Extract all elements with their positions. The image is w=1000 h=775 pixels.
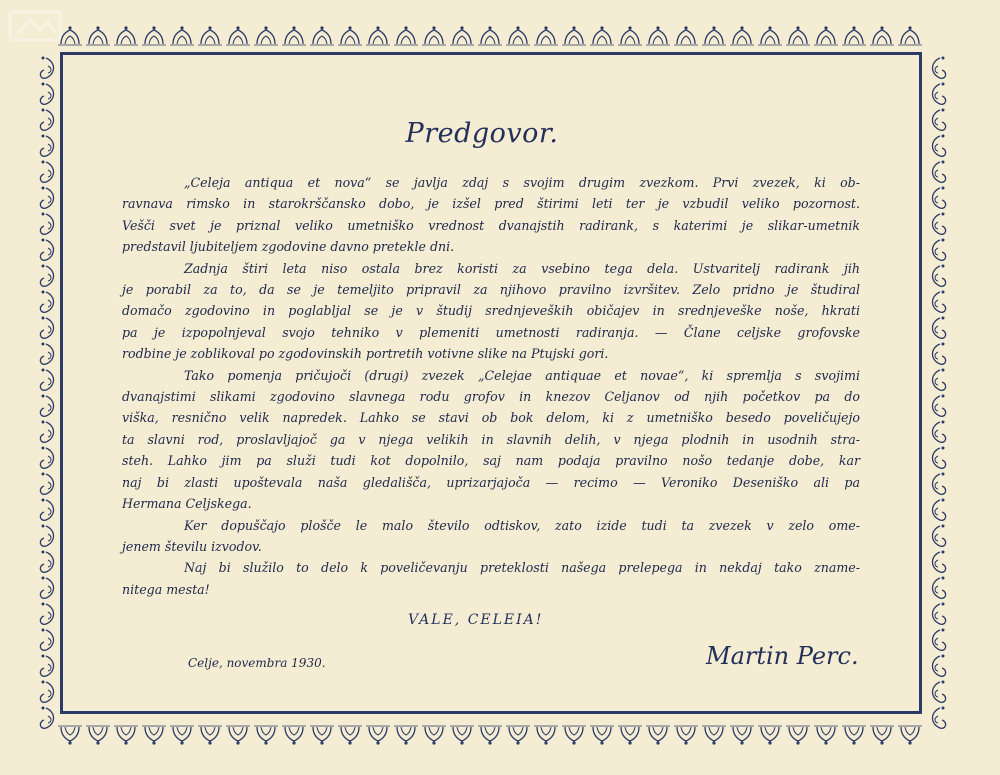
border-ornament — [40, 291, 53, 313]
border-ornament — [933, 473, 946, 495]
border-ornament — [366, 26, 390, 45]
border-ornament — [646, 726, 670, 745]
border-ornament — [758, 726, 782, 745]
border-ornament — [933, 551, 946, 573]
border-ornament — [506, 726, 530, 745]
border-ornament — [898, 726, 922, 745]
border-ornament — [702, 726, 726, 745]
text-line: Zadnja štiri leta niso ostala brez koristi za vsebino tega dela. Ustvaritelj radirank jih — [184, 260, 860, 276]
border-ornament — [814, 26, 838, 45]
border-ornament — [842, 726, 866, 745]
border-ornament — [933, 83, 946, 105]
border-ornament — [478, 26, 502, 45]
border-ornament — [282, 726, 306, 745]
border-ornament — [40, 265, 53, 287]
border-ornament — [933, 57, 946, 79]
border-ornament — [40, 83, 53, 105]
border-ornament — [933, 109, 946, 131]
border-ornament — [338, 726, 362, 745]
border-ornament — [478, 726, 502, 745]
border-ornament — [590, 26, 614, 45]
border-ornament — [646, 26, 670, 45]
border-ornament — [933, 265, 946, 287]
border-ornament — [40, 577, 53, 599]
text-line: viška, resnično velik napredek. Lahko se stavi ob bok delom, ki z umetniško besedo poveličujejo — [122, 410, 860, 426]
border-ornament — [933, 135, 946, 157]
border-ornament — [40, 317, 53, 339]
border-ornament — [58, 726, 82, 745]
border-ornament — [898, 26, 922, 45]
border-ornament — [40, 447, 53, 469]
border-ornament — [786, 726, 810, 745]
border-ornament — [674, 26, 698, 45]
border-ornament — [933, 395, 946, 417]
text-line: pa je izpopolnjeval svojo tehniko v plemeniti umetnosti radiranja. — Člane celjske grofovske — [122, 324, 860, 340]
border-ornament — [114, 26, 138, 45]
border-ornament — [40, 473, 53, 495]
border-ornament — [450, 26, 474, 45]
border-ornament — [226, 26, 250, 45]
border-ornament — [933, 187, 946, 209]
border-ornament — [86, 726, 110, 745]
border-ornament — [40, 109, 53, 131]
preface-body — [122, 172, 860, 600]
border-ornament — [142, 726, 166, 745]
border-ornament — [933, 213, 946, 235]
border-ornament — [933, 239, 946, 261]
border-ornament — [198, 726, 222, 745]
border-ornament — [40, 135, 53, 157]
border-ornament — [394, 726, 418, 745]
border-ornament — [786, 26, 810, 45]
page-title: Predgovor. — [405, 118, 559, 149]
border-ornament — [170, 726, 194, 745]
border-ornament — [534, 726, 558, 745]
text-line: predstavil ljubiteljem zgodovine davno pretekle dni. — [122, 239, 455, 255]
border-ornament — [282, 26, 306, 45]
text-line: Hermana Celjskega. — [122, 496, 252, 512]
border-ornament — [170, 26, 194, 45]
border-ornament — [933, 655, 946, 677]
border-ornament — [702, 26, 726, 45]
border-ornament — [933, 447, 946, 469]
border-ornament — [394, 26, 418, 45]
border-ornament — [40, 421, 53, 443]
border-ornament — [870, 26, 894, 45]
border-ornament — [40, 239, 53, 261]
border-ornament — [142, 26, 166, 45]
border-ornament — [254, 726, 278, 745]
border-ornament — [422, 26, 446, 45]
border-ornament — [933, 577, 946, 599]
border-ornament — [730, 726, 754, 745]
text-line: nitega mesta! — [122, 581, 210, 597]
author-signature: Martin Perc. — [706, 642, 859, 670]
border-ornament — [40, 551, 53, 573]
border-ornament — [933, 343, 946, 365]
border-ornament — [40, 57, 53, 79]
border-ornament — [730, 26, 754, 45]
text-line: steh. Lahko jim pa služi tudi kot dopolnilo, saj nam podaja pravilno nošo tedanje dobe, kar — [122, 453, 860, 469]
border-ornament — [933, 421, 946, 443]
border-ornament — [590, 726, 614, 745]
border-ornament — [618, 726, 642, 745]
text-line: naj bi zlasti upoštevala naša gledališča, uprizarjajoča — recimo — Veroniko Deseniško ali pa — [122, 474, 860, 490]
border-ornament — [758, 26, 782, 45]
text-line: Vešči svet je priznal veliko umetniško vrednost dvanajstih radirank, s katerimi je slikar-umetnik — [122, 217, 860, 233]
border-ornament — [40, 213, 53, 235]
border-ornament — [40, 655, 53, 677]
border-ornament — [618, 26, 642, 45]
border-ornament — [674, 726, 698, 745]
closing-salutation: VALE, CELEIA! — [408, 612, 544, 628]
border-ornament — [842, 26, 866, 45]
place-date: Celje, novembra 1930. — [188, 656, 326, 670]
border-ornament — [366, 726, 390, 745]
border-ornament — [933, 161, 946, 183]
border-ornament — [40, 629, 53, 651]
border-ornament — [226, 726, 250, 745]
border-ornament — [40, 603, 53, 625]
border-ornament — [933, 499, 946, 521]
text-line: „Celeja antiqua et nova“ se javlja zdaj s svojim drugim zvezkom. Prvi zvezek, ki ob- — [184, 175, 860, 190]
border-ornament — [40, 681, 53, 703]
document-content — [122, 108, 862, 698]
border-ornament — [506, 26, 530, 45]
border-ornament — [40, 161, 53, 183]
border-ornament — [198, 26, 222, 45]
border-ornament — [40, 707, 53, 729]
border-ornament — [933, 603, 946, 625]
border-ornament — [422, 726, 446, 745]
border-ornament — [814, 726, 838, 745]
border-ornament — [40, 343, 53, 365]
border-ornament — [40, 187, 53, 209]
border-ornament — [114, 726, 138, 745]
border-ornament — [534, 26, 558, 45]
text-line: rodbine je zoblikoval po zgodovinskih portretih votivne slike na Ptujski gori. — [122, 346, 609, 362]
text-line: jenem številu izvodov. — [122, 538, 262, 554]
border-ornament — [933, 707, 946, 729]
border-ornament — [338, 26, 362, 45]
text-line: Ker dopuščajo plošče le malo število odtiskov, zato izide tudi ta zvezek v zelo ome- — [184, 517, 860, 533]
border-ornament — [933, 317, 946, 339]
border-ornament — [933, 681, 946, 703]
border-ornament — [40, 499, 53, 521]
border-ornament — [310, 726, 334, 745]
text-line: domačo zgodovino in poglabljal se je v študij srednjeveških običajev in srednjeveške noše, hkrati — [122, 303, 860, 319]
border-ornament — [450, 726, 474, 745]
text-line: je porabil za to, da se je temeljito pripravil za njihovo pravilno izvršitev. Zelo pridno je študiral — [122, 282, 860, 298]
text-line: Naj bi služilo to delo k poveličevanju preteklosti našega prelepega in nekdaj tako zname- — [184, 560, 860, 576]
text-line: Tako pomenja pričujoči (drugi) zvezek „Celejae antiquae et novae“, ki spremlja s svojimi — [184, 367, 860, 383]
border-ornament — [933, 525, 946, 547]
border-ornament — [310, 26, 334, 45]
border-ornament — [40, 395, 53, 417]
border-ornament — [562, 726, 586, 745]
border-ornament — [870, 726, 894, 745]
text-line: ta slavni rod, proslavljajoč ga v njega velikih in slavnih delih, v njega plodnih in usodnih stra- — [122, 431, 860, 447]
border-ornament — [254, 26, 278, 45]
border-ornament — [40, 525, 53, 547]
border-ornament — [933, 629, 946, 651]
border-ornament — [562, 26, 586, 45]
border-ornament — [933, 369, 946, 391]
border-ornament — [40, 369, 53, 391]
watermark-logo — [4, 6, 94, 46]
border-ornament — [933, 291, 946, 313]
text-line: dvanajstimi slikami zgodovino slavnega rodu grofov in knezov Celjanov od njih početkov pa do — [122, 389, 860, 405]
text-line: ravnava rimsko in starokrščansko dobo, je izšel pred štirimi leti ter je vzbudil veliko pozornost. — [122, 196, 860, 212]
